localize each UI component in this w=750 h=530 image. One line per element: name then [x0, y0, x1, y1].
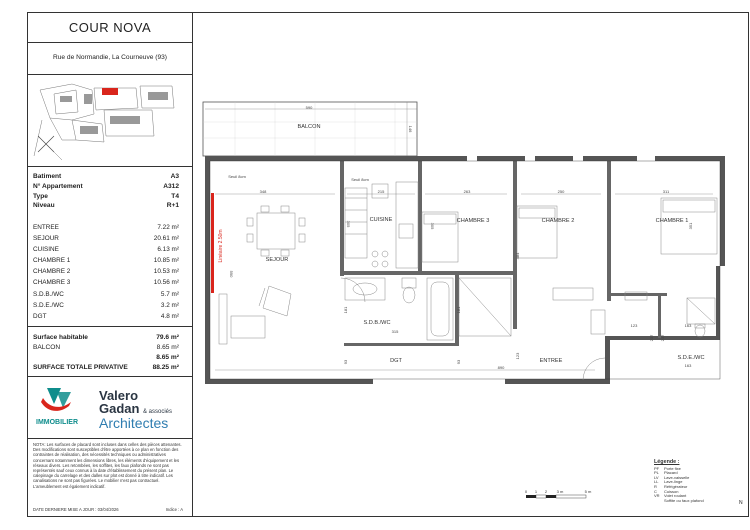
total-row	[33, 333, 179, 343]
legend-item: LL Lave-linge	[654, 479, 683, 485]
room-row	[33, 266, 179, 277]
index: Indice : A	[165, 507, 183, 512]
room-label-entree: ENTREE	[539, 358, 563, 364]
room-name: DGT	[33, 312, 47, 320]
dim-label: 163	[684, 323, 692, 328]
logos	[27, 378, 193, 438]
dim-label: 590	[229, 270, 234, 278]
legend-item: PF Porte fixe	[654, 465, 681, 471]
legend-title: Légende :	[654, 459, 680, 465]
project-address: Rue de Normandie, La Courneuve (93)	[53, 54, 167, 61]
room-area: 20.61 m²	[153, 235, 179, 243]
seuil-label: Seuil 8cm	[351, 177, 369, 182]
dim-label: 123	[630, 323, 638, 328]
dim-label: 351	[688, 222, 693, 230]
batiment-value: A3	[170, 173, 179, 180]
legend	[654, 460, 720, 503]
room-row	[33, 233, 179, 244]
sdb-fixtures	[345, 278, 511, 340]
total-row	[33, 353, 179, 363]
room-row	[33, 277, 179, 288]
apartment-highlight	[102, 88, 118, 95]
project-title: COUR NOVA	[68, 20, 152, 35]
balcon-label: BALCON	[33, 344, 61, 351]
dim-label: 590	[305, 105, 313, 110]
numero-value: A312	[163, 182, 179, 190]
spec-row	[33, 172, 179, 182]
room-name: ENTREE	[33, 224, 59, 231]
floor-plan	[195, 98, 730, 398]
dim-label: 181	[343, 306, 348, 314]
room-area: 10.85 m²	[153, 257, 179, 265]
balcon-total: 8.65 m²	[156, 354, 179, 361]
type-label: Type	[33, 192, 48, 200]
chambre3-bed	[422, 212, 458, 262]
dim-label: 484	[515, 252, 520, 260]
architect-name-3: Architectes	[99, 415, 169, 431]
dim-label: 123	[515, 352, 520, 360]
room-name: SEJOUR	[33, 235, 59, 243]
room-area: 10.53 m²	[153, 268, 179, 276]
surface-label: Surface habitable	[33, 334, 88, 341]
room-name: S.D.E./WC	[33, 301, 64, 309]
scale-bar	[520, 488, 620, 504]
scale-tick: 2	[544, 489, 548, 494]
room-name: CHAMBRE 1	[33, 257, 71, 265]
room-name: CHAMBRE 3	[33, 279, 71, 287]
privative-value: 88.25 m²	[152, 364, 179, 371]
privative-label: SURFACE TOTALE PRIVATIVE	[33, 364, 128, 371]
dim-label: 250	[557, 189, 565, 194]
dim-label: 93	[343, 359, 348, 365]
room-row	[33, 255, 179, 266]
room-label-balcon: BALCON	[297, 124, 321, 130]
room-label-chambre2: CHAMBRE 2	[541, 218, 575, 224]
legend-item: Soffite ou faux plafond	[664, 497, 704, 503]
scale-tick: 1	[534, 489, 538, 494]
room-label-sdb: S.D.B./WC	[363, 320, 391, 326]
divider	[27, 74, 193, 75]
room-label-sde: S.D.E./WC	[677, 355, 705, 361]
surface-value: 79.6 m²	[156, 334, 179, 341]
room-row	[33, 311, 179, 322]
room-row	[33, 244, 179, 255]
architect-name-2: Gadan	[99, 401, 140, 416]
niveau-label: Niveau	[33, 202, 55, 210]
divider	[27, 166, 193, 167]
seuil-label: Seuil 8cm	[228, 174, 246, 179]
legend-item: LV Lave-vaisselle	[654, 474, 690, 480]
room-area: 3.2 m²	[160, 301, 179, 309]
spec-row	[33, 182, 179, 192]
dim-label: 305	[346, 220, 351, 228]
lineaire-marker	[211, 193, 214, 293]
dim-label: 215	[377, 189, 385, 194]
room-label-dgt: DGT	[390, 358, 402, 364]
footer	[33, 507, 183, 512]
spec-row	[33, 201, 179, 211]
niveau-value: R+1	[166, 202, 179, 210]
legend-item: VR Volet roulant	[654, 493, 687, 499]
scale-tick: 3 m	[556, 489, 564, 494]
divider	[27, 42, 193, 43]
total-row	[33, 363, 179, 373]
architect-name-1: Valero	[99, 388, 139, 403]
total-row	[33, 343, 179, 353]
chambre1-bed	[625, 198, 717, 300]
numero-label: N° Appartement	[33, 182, 83, 190]
room-area: 7.22 m²	[157, 224, 179, 231]
architect-assoc: & associés	[143, 409, 173, 415]
dim-label: 311	[662, 189, 670, 194]
dim-label: 237	[660, 334, 665, 342]
room-label-sejour: SEJOUR	[265, 257, 289, 263]
legend-item: PL Placard	[654, 470, 678, 476]
apartment-specs	[33, 172, 179, 211]
room-areas	[33, 222, 179, 322]
room-label-cuisine: CUISINE	[369, 217, 393, 223]
lineaire-label: Linéaire 2.50m	[218, 229, 224, 263]
legal-note: NOTA: Les surfaces de placard sont incluses dans celles des pièces attenantes. Des modifications sont susceptibles d'être apportées à ce plan en fonction des contraintes de réalisation, des nécessités techniques ou administratives concernant notamment les dimensions libres, les éléments d'équipement et les réseaux divers. Les retombées, les soffites, les faux plafonds ne sont pas représentés sauf ceux connus à la date d'établissement du présent plan. Le calepinage du carrelage et des dalles sur plot est donné à titre indicatif. Les canalisations ne sont pas figurées. Le mobilier n'est pas contractuel. L'ameublement est également indicatif.	[33, 442, 182, 489]
kitchen-fixtures	[345, 182, 418, 268]
architect-logo	[99, 388, 172, 431]
credit-agricole-logo	[36, 388, 78, 426]
type-value: T4	[171, 192, 179, 200]
dim-label: 93	[456, 359, 461, 365]
divider	[27, 326, 193, 327]
room-name: CUISINE	[33, 246, 59, 254]
room-area: 10.56 m²	[153, 279, 179, 287]
scale-tick: 5 m	[584, 489, 592, 494]
room-name: CHAMBRE 2	[33, 268, 71, 276]
room-label-chambre1: CHAMBRE 1	[655, 218, 689, 224]
room-area: 4.8 m²	[160, 312, 179, 320]
north-indicator: N	[739, 500, 743, 506]
dim-label: 237	[649, 334, 654, 342]
batiment-label: Batiment	[33, 173, 62, 180]
spec-row	[33, 192, 179, 202]
dim-label: 146	[408, 125, 413, 133]
dim-label: 181	[456, 306, 461, 314]
divider	[27, 376, 193, 377]
dim-label: 163	[684, 363, 692, 368]
surface-totals	[33, 333, 179, 373]
sde-fixtures	[684, 298, 715, 337]
divider	[27, 438, 193, 439]
dim-label: 263	[463, 189, 471, 194]
room-name: S.D.B./WC	[33, 290, 64, 298]
dim-label: 305	[430, 222, 435, 230]
key-plan	[32, 80, 188, 162]
dim-label: 890	[497, 365, 505, 370]
update-date: DATE DERNIERE MISE A JOUR : 03/04/2026	[33, 507, 119, 512]
room-row	[33, 300, 179, 311]
legend-item: C Cuisson	[654, 488, 679, 494]
dim-label: 348	[259, 189, 267, 194]
room-label-chambre3: CHAMBRE 3	[456, 218, 490, 224]
dim-label: 315	[391, 329, 399, 334]
room-row	[33, 222, 179, 233]
balcon-value: 8.65 m²	[156, 344, 179, 351]
room-area: 5.7 m²	[160, 290, 179, 298]
room-row	[33, 289, 179, 300]
room-area: 6.13 m²	[157, 246, 179, 254]
scale-tick: 0	[524, 489, 528, 494]
legend-item: R Réfrigérateur	[654, 483, 688, 489]
bank-name: IMMOBILIER	[36, 419, 78, 426]
